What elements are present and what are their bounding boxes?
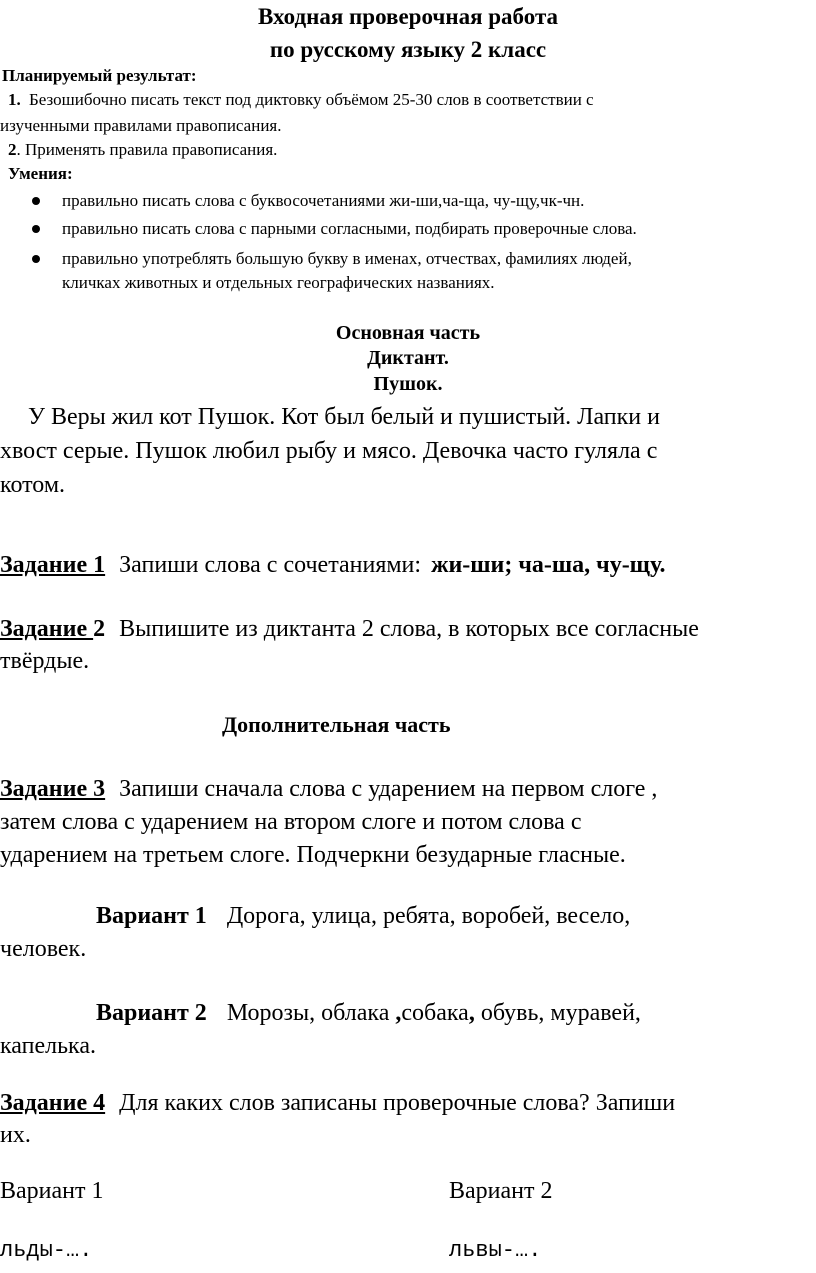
task-2-text: Выпишите из диктанта 2 слова, в которых все согласные xyxy=(119,616,699,642)
bullet-dot-icon xyxy=(32,197,40,205)
task-4-text-line-2: их. xyxy=(0,1122,31,1148)
bullet-dot-icon xyxy=(32,225,40,233)
title-line-2: по русскому языку 2 класс xyxy=(269,37,547,62)
task-2-label-number: 2 xyxy=(93,616,106,642)
task-4-text: Для каких слов записаны проверочные слова? Запиши xyxy=(119,1090,676,1116)
task-3 xyxy=(0,776,657,803)
task-4-label: Задание 4 xyxy=(0,1090,106,1116)
task-4-column-2-word: львы-…. xyxy=(449,1238,542,1263)
task-4-column-1-title: Вариант 1 xyxy=(0,1178,104,1204)
dictation-heading: Диктант. xyxy=(367,347,449,369)
planned-item-2 xyxy=(8,140,277,160)
task-2-text-line-2: твёрдые. xyxy=(0,648,90,674)
task-3-variant-2 xyxy=(96,1000,641,1027)
task-1 xyxy=(0,552,666,579)
task-3-variant-2-comma: , xyxy=(395,1000,402,1026)
task-3-variant-2-words xyxy=(227,1000,641,1026)
task-3-variant-2-label: Вариант 2 xyxy=(96,1000,207,1026)
title-line-1: Входная проверочная работа xyxy=(257,4,559,29)
task-2 xyxy=(0,616,699,643)
task-1-label: Задание 1 xyxy=(0,552,106,578)
planned-item-1 xyxy=(8,90,594,110)
skill-item-2: правильно писать слова с парными согласными, подбирать проверочные слова. xyxy=(62,219,637,238)
skill-item-1: правильно писать слова с буквосочетаниями жи-ши,ча-ща, чу-щу,чк-чн. xyxy=(62,191,585,210)
task-1-bold-text: жи-ши; ча-ша, чу-щу. xyxy=(431,552,666,578)
task-3-variant-2-line-2: капелька. xyxy=(0,1033,96,1059)
bullet-dot-icon xyxy=(32,255,40,263)
story-line-3: котом. xyxy=(0,472,66,498)
story-line-1: У Веры жил кот Пушок. Кот был белый и пушистый. Лапки и xyxy=(28,404,660,430)
planned-item-2-text: . Применять правила правописания. xyxy=(16,140,278,159)
task-3-text-line-3: ударением на третьем слоге. Подчеркни безударные гласные. xyxy=(0,842,626,868)
task-3-text-line-2: затем слова с ударением на втором слоге и потом слова с xyxy=(0,809,582,835)
task-3-variant-1 xyxy=(96,903,630,930)
task-3-text-line-1: Запиши сначала слова с ударением на первом слоге , xyxy=(119,776,658,802)
task-4-column-1-word: льды-…. xyxy=(0,1238,93,1263)
planned-item-1-text: Безошибочно писать текст под диктовку объёмом 25-30 слов в соответствии с xyxy=(29,90,594,109)
planned-item-2-number: 2 xyxy=(8,140,17,159)
task-1-text: Запиши слова с сочетаниями: xyxy=(119,552,422,578)
skills-heading: Умения: xyxy=(8,164,73,183)
task-3-label: Задание 3 xyxy=(0,776,106,802)
task-3-variant-2-text-b: собака xyxy=(401,1000,469,1026)
task-4-column-2-title: Вариант 2 xyxy=(449,1178,553,1204)
planned-item-1-number: 1. xyxy=(8,90,21,109)
skill-item-3-continued: кличках животных и отдельных географических названиях. xyxy=(62,273,495,292)
task-3-variant-1-text: Дорога, улица, ребята, воробей, весело, xyxy=(226,903,631,929)
planned-item-1-continued: изученными правилами правописания. xyxy=(0,116,282,135)
task-3-variant-2-text-a: Морозы, облака xyxy=(226,1000,396,1026)
skill-item-3: правильно употреблять большую букву в именах, отчествах, фамилиях людей, xyxy=(62,249,632,268)
planned-heading: Планируемый результат: xyxy=(2,66,197,85)
story-line-2: хвост серые. Пушок любил рыбу и мясо. Девочка часто гуляла с xyxy=(0,438,658,464)
task-2-label: Задание xyxy=(0,616,94,642)
story-title: Пушок. xyxy=(373,373,443,395)
task-3-variant-1-line-2: человек. xyxy=(0,936,87,962)
task-4 xyxy=(0,1090,675,1117)
task-3-variant-2-comma-2: , xyxy=(468,1000,475,1026)
task-3-variant-1-label: Вариант 1 xyxy=(96,903,207,929)
extra-part-heading: Дополнительная часть xyxy=(222,712,451,737)
task-3-variant-2-text-c: обувь, муравей, xyxy=(474,1000,641,1026)
main-part-heading: Основная часть xyxy=(335,322,481,344)
